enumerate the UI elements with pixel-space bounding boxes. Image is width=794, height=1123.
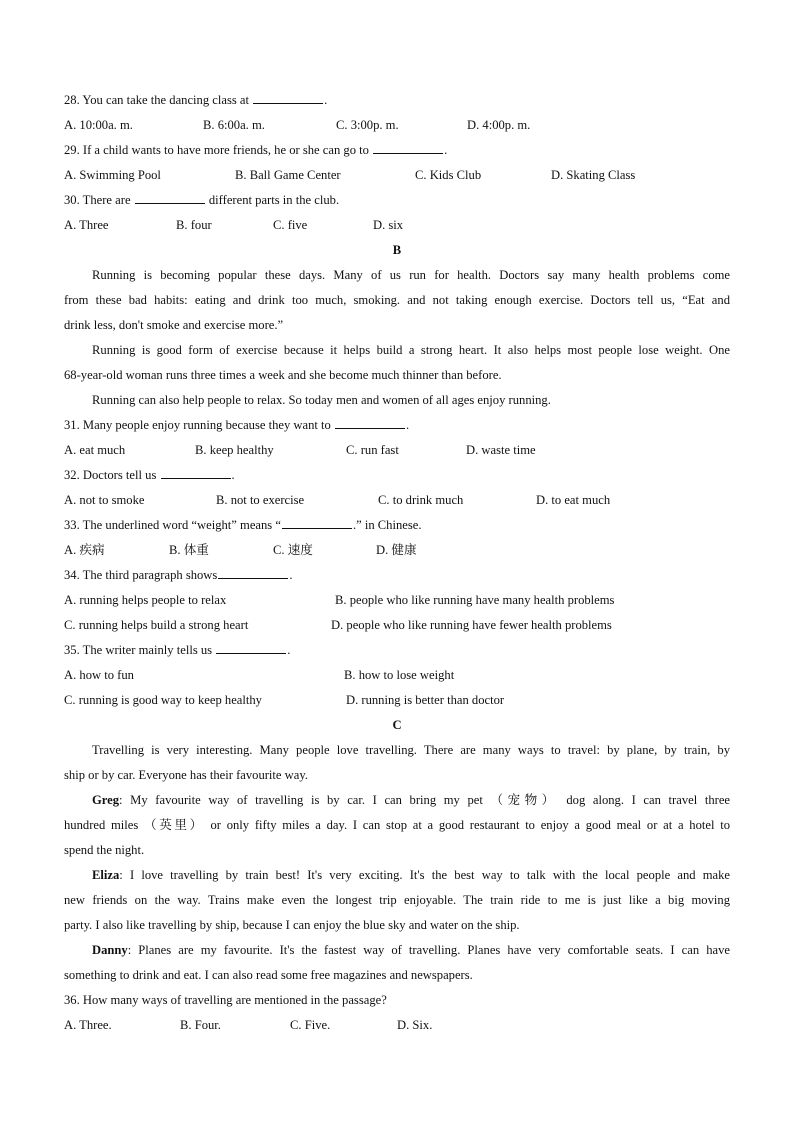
option-b: B. how to lose weight — [344, 668, 455, 682]
option-a: A. 疾病 — [64, 543, 105, 557]
option-a: A. how to fun — [64, 668, 134, 682]
answer-blank — [218, 565, 288, 579]
question-30-text: 30. There are — [64, 193, 131, 207]
answer-blank — [161, 465, 231, 479]
option-b: B. people who like running have many health problems — [335, 593, 615, 607]
question-29-text: 29. If a child wants to have more friends, he or she can go to — [64, 143, 369, 157]
speaker-name: Greg — [92, 793, 120, 807]
question-36-options — [64, 1013, 730, 1038]
section-heading-c: C — [392, 718, 402, 732]
option-d: D. running is better than doctor — [346, 693, 505, 707]
option-d: D. Six. — [397, 1018, 433, 1032]
option-c: C. 3:00p. m. — [336, 118, 399, 132]
question-32-text: 32. Doctors tell us — [64, 468, 157, 482]
option-d: D. to eat much — [536, 493, 611, 507]
passage-line: spend the night. — [64, 843, 145, 857]
option-a: A. Three — [64, 218, 109, 232]
question-31-stem: 31. Many people enjoy running because they want to . — [64, 413, 730, 438]
question-35-options-ab — [64, 663, 730, 688]
passage-line: hundred miles （英里） or only fifty miles a day. I can stop at a good restaurant to enjoy a good meal or at a hotel to — [64, 818, 730, 832]
option-d: D. 健康 — [376, 543, 417, 557]
passage-b — [64, 263, 730, 413]
answer-blank — [335, 415, 405, 429]
question-28-options — [64, 113, 730, 138]
option-d: D. waste time — [466, 443, 536, 457]
question-34-options-ab — [64, 588, 730, 613]
answer-blank — [253, 90, 323, 104]
passage-line: drink less, don't smoke and exercise more.” — [64, 318, 284, 332]
option-c: C. five — [273, 218, 308, 232]
option-b: B. 体重 — [169, 543, 209, 557]
option-b: B. 6:00a. m. — [203, 118, 265, 132]
question-31-text: 31. Many people enjoy running because they want to — [64, 418, 331, 432]
answer-blank — [135, 190, 205, 204]
question-35-options-cd — [64, 688, 730, 713]
option-b: B. four — [176, 218, 212, 232]
question-28-text: 28. You can take the dancing class at — [64, 93, 250, 107]
question-31-options — [64, 438, 730, 463]
question-36-stem: 36. How many ways of travelling are mentioned in the passage? — [64, 993, 387, 1007]
option-c: C. running is good way to keep healthy — [64, 693, 262, 707]
passage-line: Running can also help people to relax. So today men and women of all ages enjoy running. — [92, 393, 551, 407]
question-29-options — [64, 163, 730, 188]
passage-line-eliza: Eliza: I love travelling by train best! It's very exciting. It's the best way to talk with the local people and make — [92, 868, 730, 882]
speaker-name: Eliza — [92, 868, 120, 882]
question-32-stem: 32. Doctors tell us . — [64, 463, 730, 488]
question-33-options — [64, 538, 730, 563]
option-c: C. run fast — [346, 443, 399, 457]
question-29-stem: 29. If a child wants to have more friends, he or she can go to . — [64, 138, 730, 163]
answer-blank — [373, 140, 443, 154]
option-d: D. people who like running have fewer health problems — [331, 618, 612, 632]
option-d: D. 4:00p. m. — [467, 118, 531, 132]
passage-line: Travelling is very interesting. Many people love travelling. There are many ways to travel: by plane, by train, by — [92, 743, 730, 757]
passage-line: Running is good form of exercise because it helps build a strong heart. It also helps most people lose weight. One — [92, 343, 730, 357]
option-c: C. 速度 — [273, 543, 313, 557]
passage-line: Running is becoming popular these days. Many of us run for health. Doctors say many health problems come — [92, 268, 730, 282]
option-b: B. keep healthy — [195, 443, 274, 457]
passage-line: new friends on the way. Trains make even the longest trip enjoyable. The train ride to me is just like a big moving — [64, 893, 730, 907]
option-a: A. not to smoke — [64, 493, 145, 507]
option-a: A. 10:00a. m. — [64, 118, 133, 132]
option-c: C. Five. — [290, 1018, 331, 1032]
passage-line: 68-year-old woman runs three times a week and she become much thinner than before. — [64, 368, 502, 382]
question-30-options — [64, 213, 730, 238]
passage-line: something to drink and eat. I can also read some free magazines and newspapers. — [64, 968, 473, 982]
passage-line: from these bad habits: eating and drink too much, smoking. and not taking enough exercise. Doctors tell us, “Eat and — [64, 293, 730, 307]
passage-line-greg: Greg: My favourite way of travelling is by car. I can bring my pet （宠物） dog along. I can travel three — [92, 793, 730, 807]
answer-blank — [282, 515, 352, 529]
question-34-text: 34. The third paragraph shows — [64, 568, 218, 582]
speaker-name: Danny — [92, 943, 128, 957]
option-d: D. Skating Class — [551, 168, 636, 182]
question-34-stem: 34. The third paragraph shows . — [64, 563, 730, 588]
option-a: A. Swimming Pool — [64, 168, 161, 182]
answer-blank — [216, 640, 286, 654]
question-33-stem: 33. The underlined word “weight” means “ .” in Chinese. — [64, 513, 730, 538]
passage-line: party. I also like travelling by ship, because I can enjoy the blue sky and water on the ship. — [64, 918, 520, 932]
option-a: A. Three. — [64, 1018, 112, 1032]
question-32-options — [64, 488, 730, 513]
question-35-stem: 35. The writer mainly tells us . — [64, 638, 730, 663]
question-34-options-cd — [64, 613, 730, 638]
option-a: A. eat much — [64, 443, 126, 457]
question-35-text: 35. The writer mainly tells us — [64, 643, 213, 657]
passage-line-danny: Danny: Planes are my favourite. It's the fastest way of travelling. Planes have very comfortable seats. I can have — [92, 943, 730, 957]
option-d: D. six — [373, 218, 404, 232]
option-b: B. Ball Game Center — [235, 168, 341, 182]
question-30-stem: 30. There are different parts in the club. — [64, 188, 730, 213]
question-28-stem: 28. You can take the dancing class at . — [64, 88, 730, 113]
option-c: C. to drink much — [378, 493, 464, 507]
option-b: B. not to exercise — [216, 493, 305, 507]
option-b: B. Four. — [180, 1018, 221, 1032]
option-c: C. running helps build a strong heart — [64, 618, 249, 632]
option-c: C. Kids Club — [415, 168, 482, 182]
option-a: A. running helps people to relax — [64, 593, 227, 607]
passage-line: ship or by car. Everyone has their favourite way. — [64, 768, 308, 782]
passage-c — [64, 738, 730, 988]
question-33-text: 33. The underlined word “weight” means “ — [64, 518, 281, 532]
section-heading-b: B — [392, 243, 402, 257]
